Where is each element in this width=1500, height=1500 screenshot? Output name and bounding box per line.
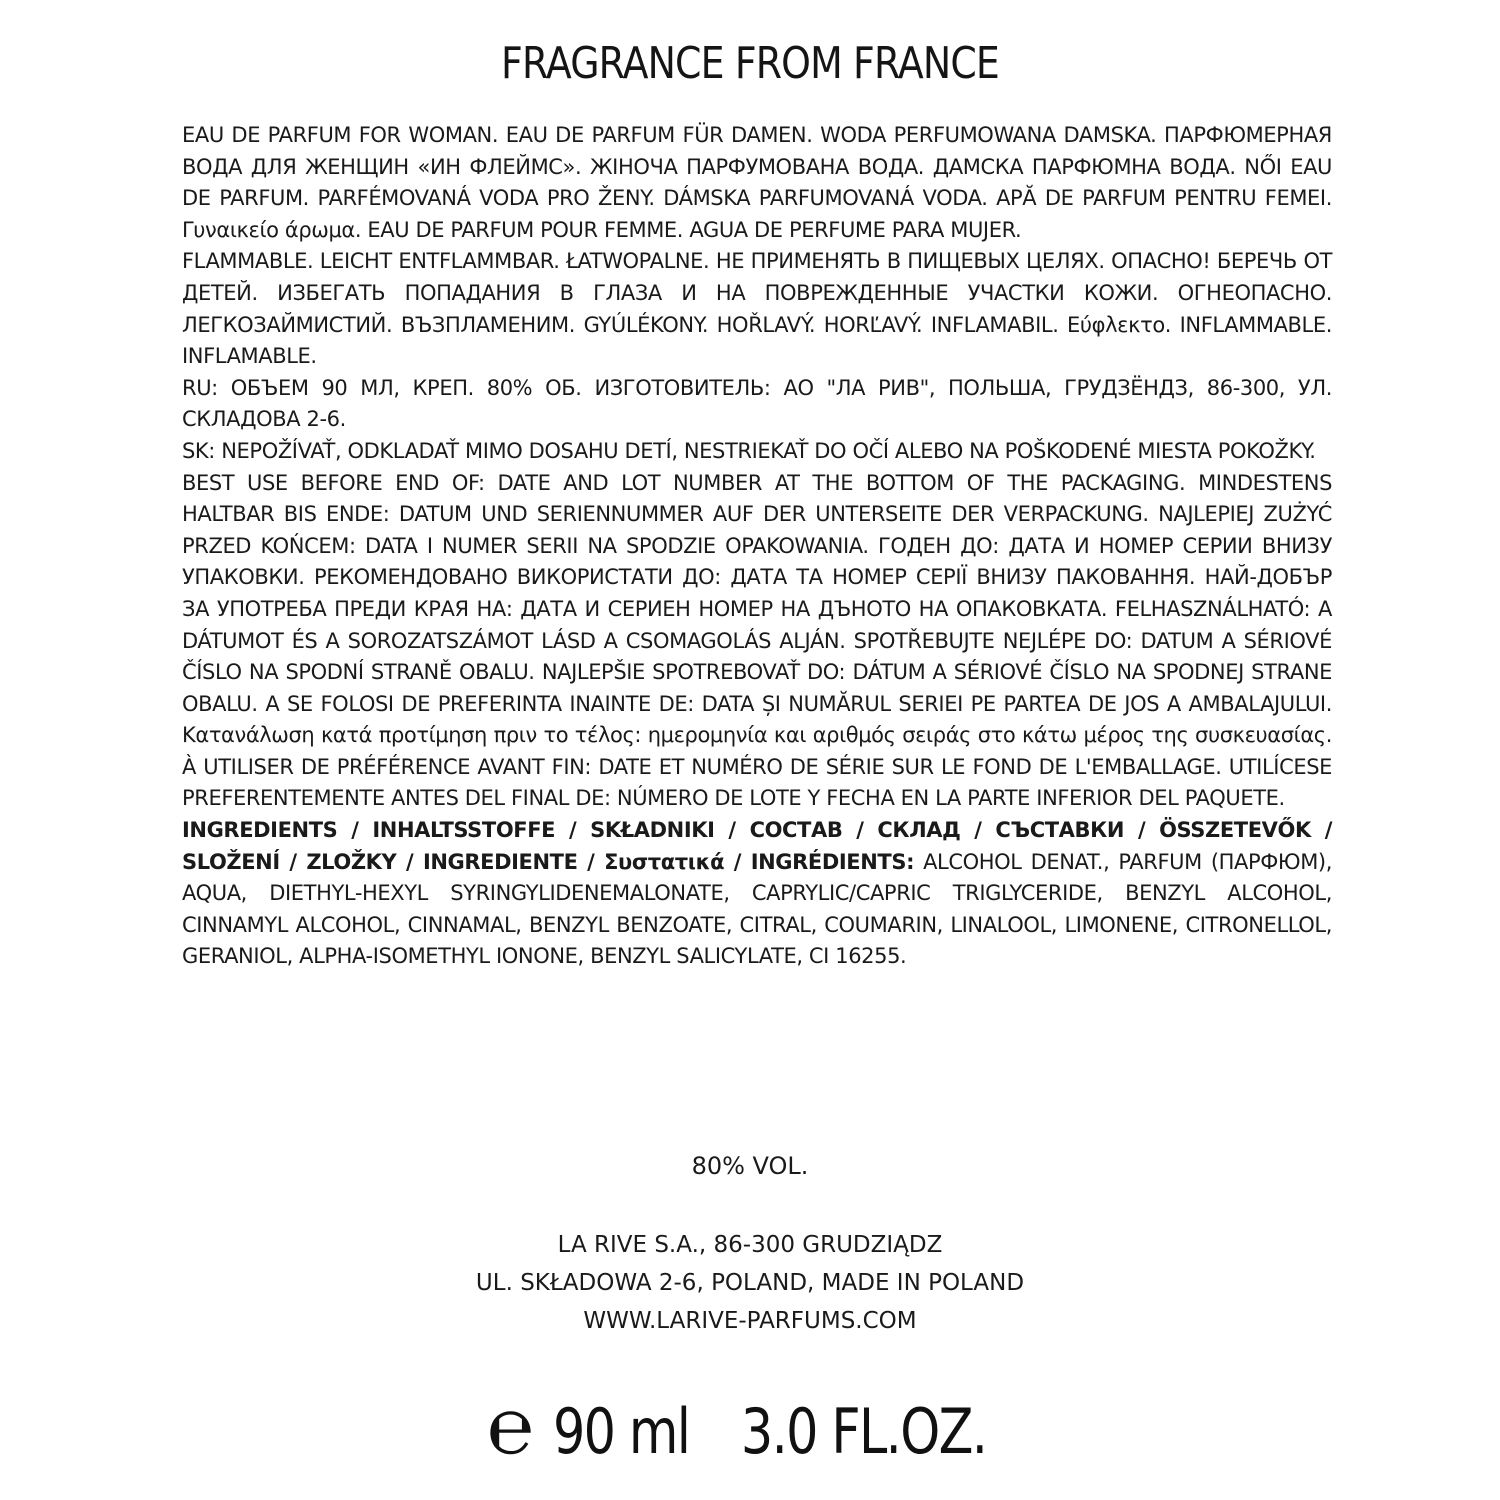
label-body-text — [182, 120, 1332, 973]
best-before-paragraph: BEST USE BEFORE END OF: DATE AND LOT NUMBER AT THE BOTTOM OF THE PACKAGING. MINDESTENS HALTBAR BIS ENDE: DATUM UND SERIENNUMMER AUF DER UNTERSEITE DER VERPACKUNG. NAJLEPIEJ ZUŻYĆ PRZED KOŃCEM: DATA I NUMER SERII NA SPODZIE OPAKOWANIA. ГОДЕН ДО: ДАТА И НОМЕР СЕРИИ ВНИЗУ УПАКОВКИ. РЕКОМЕНДОВАНО ВИКОРИСТАТИ ДО: ДАТА ТА НОМЕР СЕРІЇ ВНИЗУ ПАКОВАННЯ. НАЙ-ДОБЪР ЗА УПОТРЕБА ПРЕДИ КРАЯ НА: ДАТА И СЕРИЕН НОМЕР НА ДЪНОТО НА ОПАКОВКАТА. FELHASZNÁLHATÓ: A DÁTUMOT ÉS A SOROZATSZÁMOT LÁSD A CSOMAGOLÁS ALJÁN. SPOTŘEBUJTE NEJLÉPE DO: DATUM A SÉRIOVÉ ČÍSLO NA SPODNÍ STRANĚ OBALU. NAJLEPŠIE SPOTREBOVAŤ DO: DÁTUM A SÉRIOVÉ ČÍSLO NA SPODNEJ STRANE OBALU. A SE FOLOSI DE PREFERINTA INAINTE DE: DATA ȘI NUMĂRUL SERIEI PE PARTEA DE JOS A AMBALAJULUI. Κατανάλωση κατά προτίμηση πριν το τέλος: ημερομηνία και αριθμός σειράς στο κάτω μέρος της συσκευασίας. À UTILISER DE PRÉFÉRENCE AVANT FIN: DATE ET NUMÉRO DE SÉRIE SUR LE FOND DE L'EMBALLAGE. UTILÍCESE PREFERENTEMENTE ANTES DEL FINAL DE: NÚMERO DE LOTE Y FECHA EN LA PARTE INFERIOR DEL PAQUETE. — [182, 470, 1332, 811]
warnings-paragraph: FLAMMABLE. LEICHT ENTFLAMMBAR. ŁATWOPALNE. НЕ ПРИМЕНЯТЬ В ПИЩЕВЫХ ЦЕЛЯХ. ОПАСНО! БЕРЕЧЬ ОТ ДЕТЕЙ. ИЗБЕГАТЬ ПОПАДАНИЯ В ГЛАЗА И НА ПОВРЕЖДЕННЫЕ УЧАСТКИ КОЖИ. ОГНЕОПАСНО. ЛЕГКОЗАЙМИСТИЙ. ВЪЗПЛАМЕНИМ. GYÚLÉKONY. HOŘLAVÝ. HORĽAVÝ. INFLAMABIL. Εύφλεκτο. INFLAMMABLE. INFLAMABLE. — [182, 249, 1332, 369]
slovak-warning-paragraph: SK: NEPOŽÍVAŤ, ODKLADAŤ MIMO DOSAHU DETÍ, NESTRIEKAŤ DO OČÍ ALEBO NA POŠKODENÉ MIESTA POKOŽKY. — [182, 438, 1316, 463]
label-title: FRAGRANCE FROM FRANCE — [501, 38, 999, 89]
manufacturer-block — [0, 1226, 1500, 1340]
manufacturer-address-line-2: UL. SKŁADOWA 2-6, POLAND, MADE IN POLAND — [475, 1270, 1025, 1296]
volume-ml: 90 ml — [552, 1395, 689, 1468]
product-description-paragraph: EAU DE PARFUM FOR WOMAN. EAU DE PARFUM FÜR DAMEN. WODA PERFUMOWANA DAMSKA. ПАРФЮМЕРНАЯ ВОДА ДЛЯ ЖЕНЩИН «ИН ФЛЕЙМС». ЖІНОЧА ПАРФУМОВАНА ВОДА. ДАМСКА ПАРФЮМНА ВОДА. NŐI EAU DE PARFUM. PARFÉMOVANÁ VODA PRO ŽENY. DÁMSKA PARFUMOVANÁ VODA. APĂ DE PARFUM PENTRU FEMEI. Γυναικείο άρωμα. EAU DE PARFUM POUR FEMME. AGUA DE PERFUME PARA MUJER. — [182, 123, 1332, 242]
manufacturer-website: WWW.LARIVE-PARFUMS.COM — [583, 1308, 917, 1334]
russian-info-paragraph: RU: ОБЪЕМ 90 МЛ, КРЕП. 80% ОБ. ИЗГОТОВИТЕЛЬ: АО "ЛА РИВ", ПОЛЬША, ГРУДЗЁНДЗ, 86-300, УЛ. СКЛАДОВА 2-6. — [182, 375, 1332, 432]
ingredients-list: ALCOHOL DENAT., PARFUM (ПАРФЮМ), AQUA, DIETHYL-HEXYL SYRINGYLIDENEMALONATE, CAPRYLIC/CAPRIC TRIGLYCERIDE, BENZYL ALCOHOL, CINNAMYL ALCOHOL, CINNAMAL, BENZYL BENZOATE, CITRAL, COUMARIN, LINALOOL, LIMONENE, CITRONELLOL, GERANIOL, ALPHA-ISOMETHYL IONONE, BENZYL SALICYLATE, CI 16255. — [182, 849, 1332, 969]
volume-floz: 3.0 FL.OZ. — [740, 1395, 987, 1468]
ingredients-heading: INGREDIENTS / INHALTSSTOFFE / SKŁADNIKI / СОСТАВ / СКЛАД / СЪСТАВКИ / ÖSSZETEVŐK / SLOŽENÍ / ZLOŽKY / INGREDIENTE / Συστατικά / INGRÉDIENTS: — [182, 818, 1332, 874]
estimated-sign-icon: ℮ — [486, 1382, 534, 1472]
manufacturer-address-line-1: LA RIVE S.A., 86-300 GRUDZIĄDZ — [557, 1232, 943, 1258]
net-volume-row — [0, 1382, 1500, 1472]
alcohol-volume: 80% VOL. — [691, 1152, 809, 1180]
ingredients-paragraph — [182, 815, 1332, 973]
